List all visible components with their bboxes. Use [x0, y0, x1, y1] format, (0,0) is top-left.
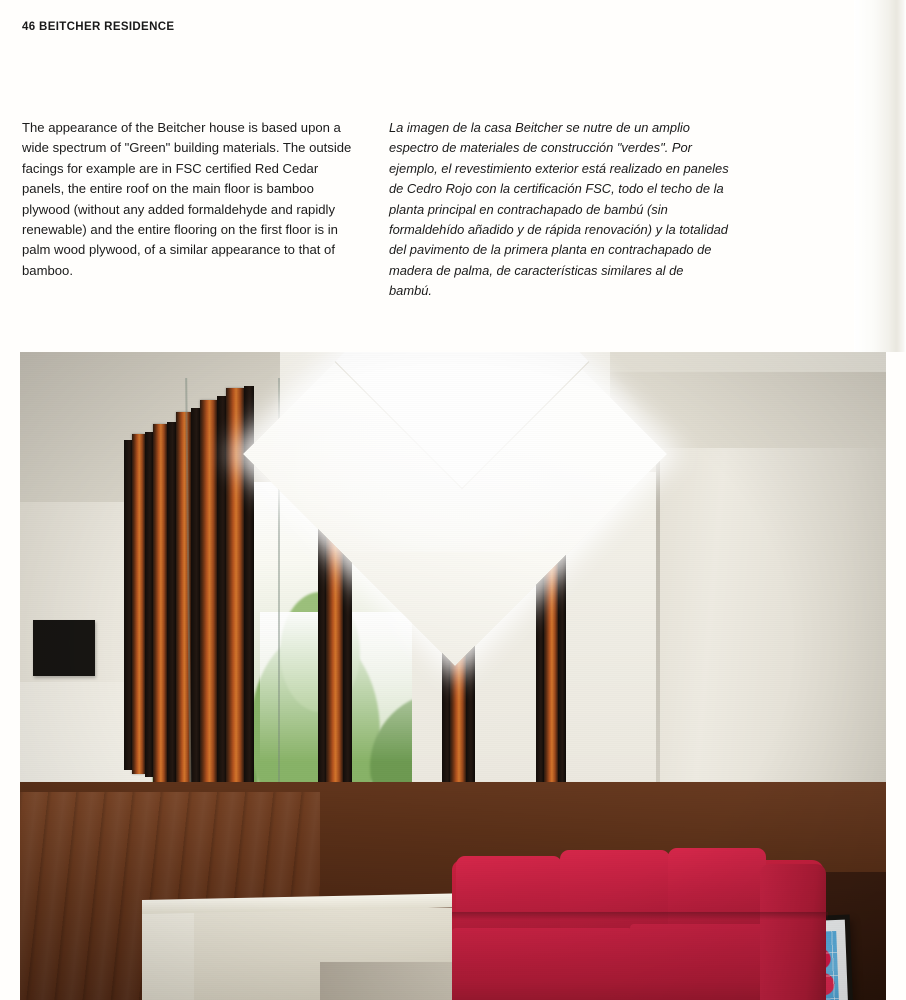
body-text-spanish	[389, 118, 729, 302]
sofa-seam	[452, 912, 828, 920]
english-paragraph: The appearance of the Beitcher house is based upon a wide spectrum of "Green" building materials. The outside facings for example are in FSC certified Red Cedar panels, the entire roof on the main floor is bamboo plywood (without any added formaldehyde and rapidly renewable) and the entire flooring on the first floor is in palm wood plywood, of a similar appearance to that of bamboo.	[22, 120, 352, 278]
sofa-cushion-3	[668, 848, 766, 934]
body-text-english	[22, 118, 362, 281]
black-wall-panel	[33, 620, 95, 676]
sofa-seat-1	[452, 928, 632, 1000]
cedar-column-1	[132, 434, 145, 774]
page-curl-shading	[854, 0, 906, 352]
interior-photograph	[20, 352, 886, 1000]
page-header: 46 BEITCHER RESIDENCE	[22, 21, 175, 33]
sofa-arm	[760, 864, 826, 1000]
cedar-column-2	[153, 424, 167, 784]
sofa-cushion-1	[456, 856, 562, 936]
sofa-seat-2	[630, 924, 780, 1000]
parapet-wall-return	[142, 908, 194, 1000]
cedar-column-5	[226, 388, 244, 803]
cedar-column-4	[200, 400, 217, 800]
spanish-paragraph: La imagen de la casa Beitcher se nutre de un amplio espectro de materiales de construcción "verdes". Por ejemplo, el revestimiento exterior está realizado en paneles de Cedro Rojo con la certificación FSC, todo el techo de la planta principal en contrachapado de bambú (sin formaldehído añadido y de rápida renovación) y la totalidad del pavimento de la primera planta en contrachapado de madera de palma, de características similares al de bambú.	[389, 120, 729, 299]
sofa-cushion-2	[560, 850, 670, 934]
skylight-glow	[270, 352, 640, 552]
